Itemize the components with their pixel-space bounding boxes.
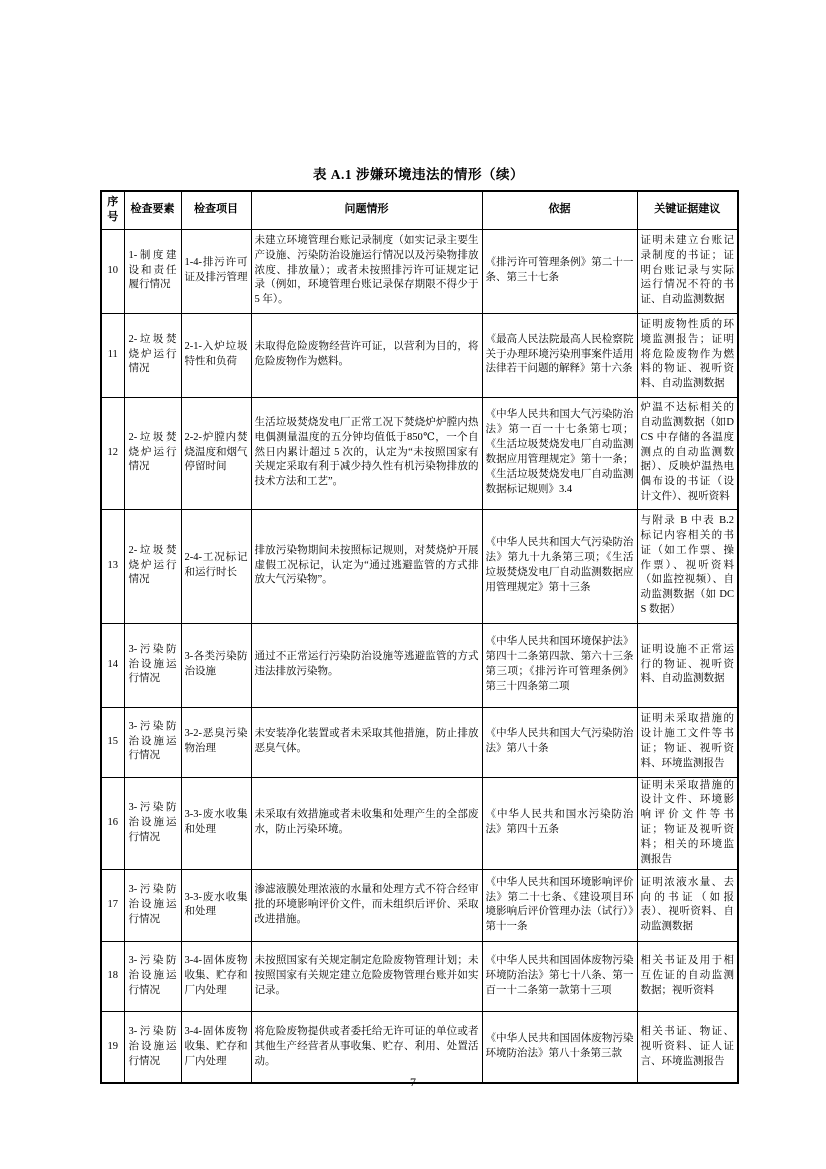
header-check-item: 检查项目: [181, 191, 251, 229]
table-title: 表 A.1 涉嫌环境违法的情形（续）: [312, 167, 525, 182]
cell-basis: 《中华人民共和国固体废物污染环境防治法》第七十八条、第一百一十二条第一款第十三项: [482, 941, 637, 1011]
cell-evidence: 相关书证、物证、视听资料、证人证言、环境监测报告: [637, 1011, 738, 1083]
cell-seq-number: 11: [101, 313, 124, 397]
cell-evidence: 证明浓液水量、去向的书证（如报表）、视听资料、自动监测数据: [637, 869, 738, 941]
table-row: [101, 229, 738, 313]
cell-check-item: 3-4-固体废物收集、贮存和厂内处理: [181, 941, 251, 1011]
cell-basis: 《中华人民共和国环境影响评价法》第二十七条、《建设项目环境影响后评价管理办法（试行）》第十一条: [482, 869, 637, 941]
table-row: [101, 869, 738, 941]
cell-check-element: 1-制度建设和责任履行情况: [124, 229, 181, 313]
header-row: [101, 191, 738, 229]
cell-check-element: 2-垃圾焚烧炉运行情况: [124, 397, 181, 509]
header-key-evidence: 关键证据建议: [637, 191, 738, 229]
cell-check-element: 3-污染防治设施运行情况: [124, 777, 181, 869]
cell-check-element: 2-垃圾焚烧炉运行情况: [124, 313, 181, 397]
cell-problem: 排放污染物期间未按照标记规则，对焚烧炉开展虚假工况标记，认定为“通过逃避监管的方式排放大气污染物”。: [251, 509, 482, 623]
cell-problem: 未取得危险废物经营许可证，以营利为目的，将危险废物作为燃料。: [251, 313, 482, 397]
cell-seq-number: 17: [101, 869, 124, 941]
cell-seq-number: 13: [101, 509, 124, 623]
cell-check-item: 3-3-废水收集和处理: [181, 777, 251, 869]
table-row: [101, 397, 738, 509]
cell-check-element: 3-污染防治设施运行情况: [124, 941, 181, 1011]
table-row: [101, 623, 738, 707]
cell-basis: 《中华人民共和国大气污染防治法》第九十九条第三项；《生活垃圾焚烧发电厂自动监测数据应用管理规定》第十三条: [482, 509, 637, 623]
cell-check-item: 2-4-工况标记和运行时长: [181, 509, 251, 623]
cell-evidence: 证明设施不正常运行的物证、视听资料、自动监测数据: [637, 623, 738, 707]
cell-check-item: 3-2-恶臭污染物治理: [181, 707, 251, 777]
cell-basis: 《中华人民共和国水污染防治法》第四十五条: [482, 777, 637, 869]
table-row: [101, 313, 738, 397]
cell-evidence: 证明未采取措施的设计文件、环境影响评价文件等书证；物证及视听资料；相关的环境监测报告: [637, 777, 738, 869]
cell-evidence: 与附录 B 中表 B.2 标记内容相关的书证（如工作票、操作票）、视听资料（如监控视频）、自动监测数据（如 DCS 数据）: [637, 509, 738, 623]
cell-seq-number: 12: [101, 397, 124, 509]
cell-seq-number: 14: [101, 623, 124, 707]
cell-evidence: 证明未建立台账记录制度的书证；证明台账记录与实际运行情况不符的书证、自动监测数据: [637, 229, 738, 313]
table-row: [101, 941, 738, 1011]
cell-check-item: 3-4-固体废物收集、贮存和厂内处理: [181, 1011, 251, 1083]
violations-table: [100, 190, 739, 1084]
cell-basis: 《中华人民共和国大气污染防治法》第八十条: [482, 707, 637, 777]
cell-basis: 《中华人民共和国固体废物污染环境防治法》第八十条第三款: [482, 1011, 637, 1083]
cell-check-element: 3-污染防治设施运行情况: [124, 869, 181, 941]
cell-check-item: 3-3-废水收集和处理: [181, 869, 251, 941]
cell-check-element: 2-垃圾焚烧炉运行情况: [124, 509, 181, 623]
header-check-element: 检查要素: [124, 191, 181, 229]
cell-basis: 《中华人民共和国大气污染防治法》第一百一十七条第七项；《生活垃圾焚烧发电厂自动监测数据应用管理规定》第十一条；《生活垃圾焚烧发电厂自动监测数据标记规则》3.4: [482, 397, 637, 509]
table-row: [101, 1011, 738, 1083]
cell-check-item: 1-4-排污许可证及排污管理: [181, 229, 251, 313]
cell-evidence: 炉温不达标相关的自动监测数据（如DCS 中存储的各温度测点的自动监测数据）、反映炉温热电偶布设的书证（设计文件）、视听资料: [637, 397, 738, 509]
cell-check-item: 2-2-炉膛内焚烧温度和烟气停留时间: [181, 397, 251, 509]
cell-seq-number: 18: [101, 941, 124, 1011]
cell-seq-number: 19: [101, 1011, 124, 1083]
cell-problem: 通过不正常运行污染防治设施等逃避监管的方式违法排放污染物。: [251, 623, 482, 707]
table-header: [101, 191, 738, 229]
table-row: [101, 777, 738, 869]
cell-check-element: 3-污染防治设施运行情况: [124, 1011, 181, 1083]
cell-problem: 将危险废物提供或者委托给无许可证的单位或者其他生产经营者从事收集、贮存、利用、处置活动。: [251, 1011, 482, 1083]
cell-evidence: 证明未采取措施的设计施工文件等书证；物证、视听资料、环境监测报告: [637, 707, 738, 777]
cell-problem: 未建立环境管理台账记录制度（如实记录主要生产设施、污染防治设施运行情况以及污染物排放浓度、排放量）；或者未按照排污许可证规定记录（例如，环境管理台账记录保存期限不得少于 5 年）。: [251, 229, 482, 313]
cell-problem: 渗滤液膜处理浓液的水量和处理方式不符合经审批的环境影响评价文件，而未组织后评价、采取改进措施。: [251, 869, 482, 941]
cell-check-item: 3-各类污染防治设施: [181, 623, 251, 707]
cell-evidence: 证明废物性质的环境监测报告；证明将危险废物作为燃料的物证、视听资料、自动监测数据: [637, 313, 738, 397]
header-problem: 问题情形: [251, 191, 482, 229]
cell-problem: 未按照国家有关规定制定危险废物管理计划；未按照国家有关规定建立危险废物管理台账并如实记录。: [251, 941, 482, 1011]
cell-seq-number: 15: [101, 707, 124, 777]
header-seq-number: 序号: [101, 191, 124, 229]
table-body: [101, 229, 738, 1083]
page-number: 7: [410, 1075, 416, 1089]
cell-basis: 《排污许可管理条例》第二十一条、第三十七条: [482, 229, 637, 313]
header-basis: 依据: [482, 191, 637, 229]
table-row: [101, 707, 738, 777]
cell-seq-number: 10: [101, 229, 124, 313]
cell-problem: 生活垃圾焚烧发电厂正常工况下焚烧炉炉膛内热电偶测量温度的五分钟均值低于850℃，一个自然日内累计超过 5 次的，认定为“未按照国家有关规定采取有利于减少持久性有机污染物排放的技术方法和工艺”。: [251, 397, 482, 509]
cell-basis: 《中华人民共和国环境保护法》第四十二条第四款、第六十三条第三项；《排污许可管理条例》第三十四条第二项: [482, 623, 637, 707]
cell-check-element: 3-污染防治设施运行情况: [124, 623, 181, 707]
cell-basis: 《最高人民法院最高人民检察院关于办理环境污染刑事案件适用法律若干问题的解释》第十六条: [482, 313, 637, 397]
table-row: [101, 509, 738, 623]
cell-evidence: 相关书证及用于相互佐证的自动监测数据；视听资料: [637, 941, 738, 1011]
cell-check-element: 3-污染防治设施运行情况: [124, 707, 181, 777]
cell-check-item: 2-1-入炉垃圾特性和负荷: [181, 313, 251, 397]
cell-problem: 未采取有效措施或者未收集和处理产生的全部废水，防止污染环境。: [251, 777, 482, 869]
cell-seq-number: 16: [101, 777, 124, 869]
cell-problem: 未安装净化装置或者未采取其他措施，防止排放恶臭气体。: [251, 707, 482, 777]
